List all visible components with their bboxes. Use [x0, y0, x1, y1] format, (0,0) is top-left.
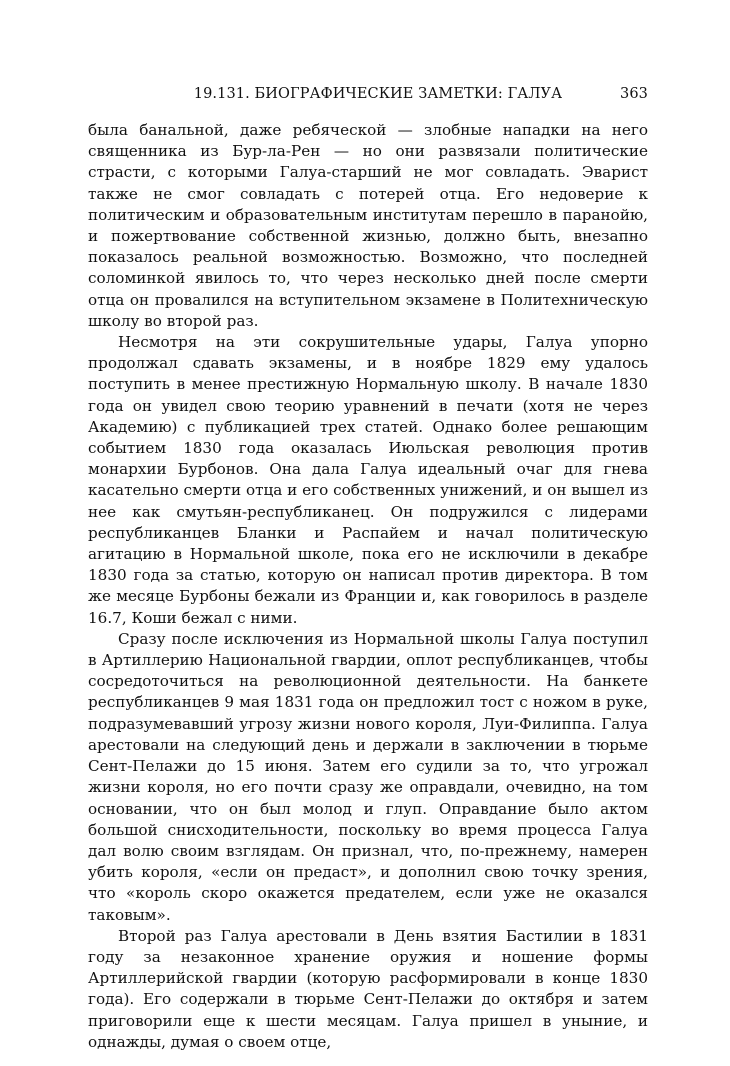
page-number: 363	[620, 86, 648, 102]
paragraph-4: Второй раз Галуа арестовали в День взятия Бастилии в 1831 году за незаконное хранение оружия и ношение формы Артиллерийской гвардии (которую расформировали в конце 1830 года). Его содержали в тюрьме Сент-Пелажи до октября и затем приговорили еще к шести месяцам. Галуа пришел в уныние, и однажды, думая о своем отце,	[88, 926, 648, 1051]
body-text	[88, 120, 648, 1053]
paragraph-3: Сразу после исключения из Нормальной школы Галуа поступил в Артиллерию Национальной гвардии, оплот республиканцев, чтобы сосредоточиться на революционной деятельности. На банкете республиканцев 9 мая 1831 года он предложил тост с ножом в руке, подразумевавший угрозу жизни нового короля, Луи-Филиппа. Галуа арестовали на следующий день и держали в заключении в тюрьме Сент-Пелажи до 15 июня. Затем его судили за то, что угрожал жизни короля, но его почти сразу же оправдали, очевидно, на том основании, что он был молод и глуп. Оправдание было актом большой снисходительности, поскольку во время процесса Галуа дал волю своим взглядам. Он признал, что, по-прежнему, намерен убить короля, «если он предаст», и дополнил свою точку зрения, что «король скоро окажется предателем, если уже не оказался таковым».	[88, 629, 648, 924]
running-title: 19.131. БИОГРАФИЧЕСКИЕ ЗАМЕТКИ: ГАЛУА	[193, 86, 563, 102]
running-head	[88, 86, 648, 106]
paragraph-1: была банальной, даже ребяческой — злобные нападки на него священника из Бур-ла-Рен — но они развязали политические страсти, с которыми Галуа-старший не мог совладать. Эварист также не смог совладать с потерей отца. Его недоверие к политическим и образовательным институтам перешло в паранойю, и пожертвование собственной жизнью, должно быть, внезапно показалось реальной возможностью. Возможно, что последней соломинкой явилось то, что через несколько дней после смерти отца он провалился на вступительном экзамене в Политехническую школу во второй раз.	[88, 121, 648, 330]
paragraph-2: Несмотря на эти сокрушительные удары, Галуа упорно продолжал сдавать экзамены, и в ноябре 1829 ему удалось поступить в менее престижную Нормальную школу. В начале 1830 года он увидел свою теорию уравнений в печати (хотя не через Академию) с публикацией трех статей. Однако более решающим событием 1830 года оказалась Июльская революция против монархии Бурбонов. Она дала Галуа идеальный очаг для гнева касательно смерти отца и его собственных унижений, и он вышел из нее как смутьян-республиканец. Он подружился с лидерами республиканцев Бланки и Распайем и начал политическую агитацию в Нормальной школе, пока его не исключили в декабре 1830 года за статью, которую он написал против директора. В том же месяце Бурбоны бежали из Франции и, как говорилось в разделе 16.7, Коши бежал с ними.	[88, 333, 648, 627]
